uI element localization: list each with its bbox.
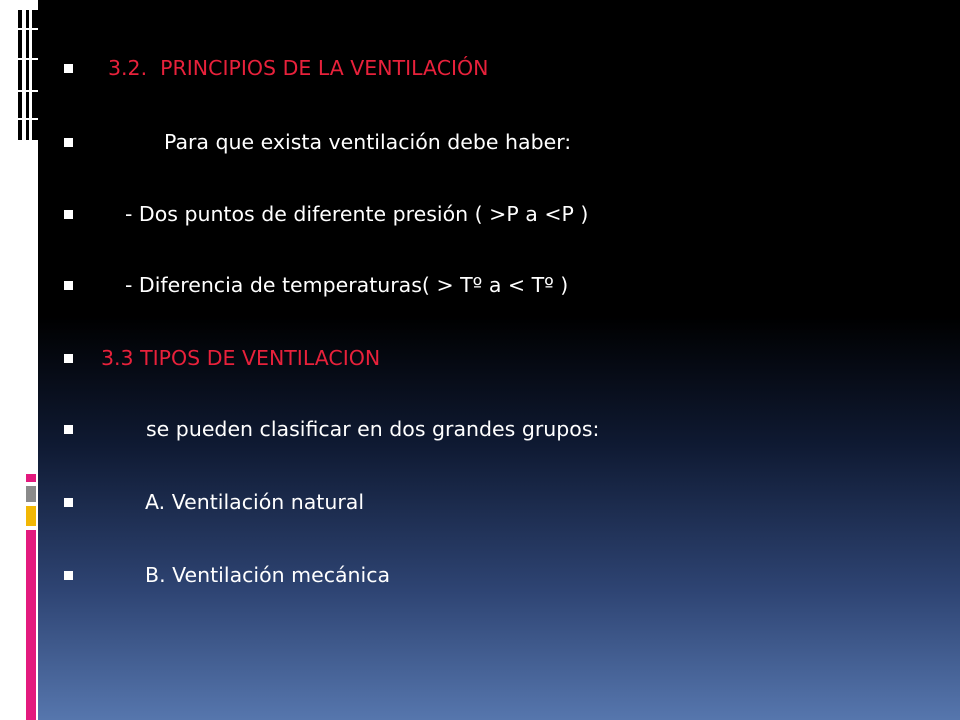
square-bullet-icon — [64, 425, 73, 434]
left-decoration-strip — [0, 0, 38, 720]
bullet-row-8 — [64, 558, 390, 592]
square-bullet-icon — [64, 210, 73, 219]
bullet-row-4 — [64, 268, 568, 302]
square-bullet-icon — [64, 571, 73, 580]
bullet-row-5 — [64, 341, 380, 375]
intro-text: Para que exista ventilación debe haber: — [164, 130, 572, 154]
heading-tipos: 3.3 TIPOS DE VENTILACION — [101, 346, 381, 370]
condition-temperature: - Diferencia de temperaturas( > Tº a < Tº ) — [125, 273, 569, 297]
square-bullet-icon — [64, 64, 73, 73]
bullet-row-3 — [64, 197, 588, 231]
type-natural: A. Ventilación natural — [145, 490, 365, 514]
bullet-row-1 — [64, 51, 489, 85]
classification-text: se pueden clasificar en dos grandes grupos: — [146, 417, 600, 441]
bullet-row-7 — [64, 485, 364, 519]
type-mecanica: B. Ventilación mecánica — [145, 563, 391, 587]
square-bullet-icon — [64, 498, 73, 507]
bullet-row-6 — [64, 412, 599, 446]
bullet-row-2 — [64, 125, 571, 159]
square-bullet-icon — [64, 281, 73, 290]
condition-pressure: - Dos puntos de diferente presión ( >P a <P ) — [125, 202, 589, 226]
square-bullet-icon — [64, 138, 73, 147]
square-bullet-icon — [64, 354, 73, 363]
decorative-grid-icon — [0, 0, 38, 720]
heading-principios: 3.2. PRINCIPIOS DE LA VENTILACIÓN — [108, 56, 489, 80]
